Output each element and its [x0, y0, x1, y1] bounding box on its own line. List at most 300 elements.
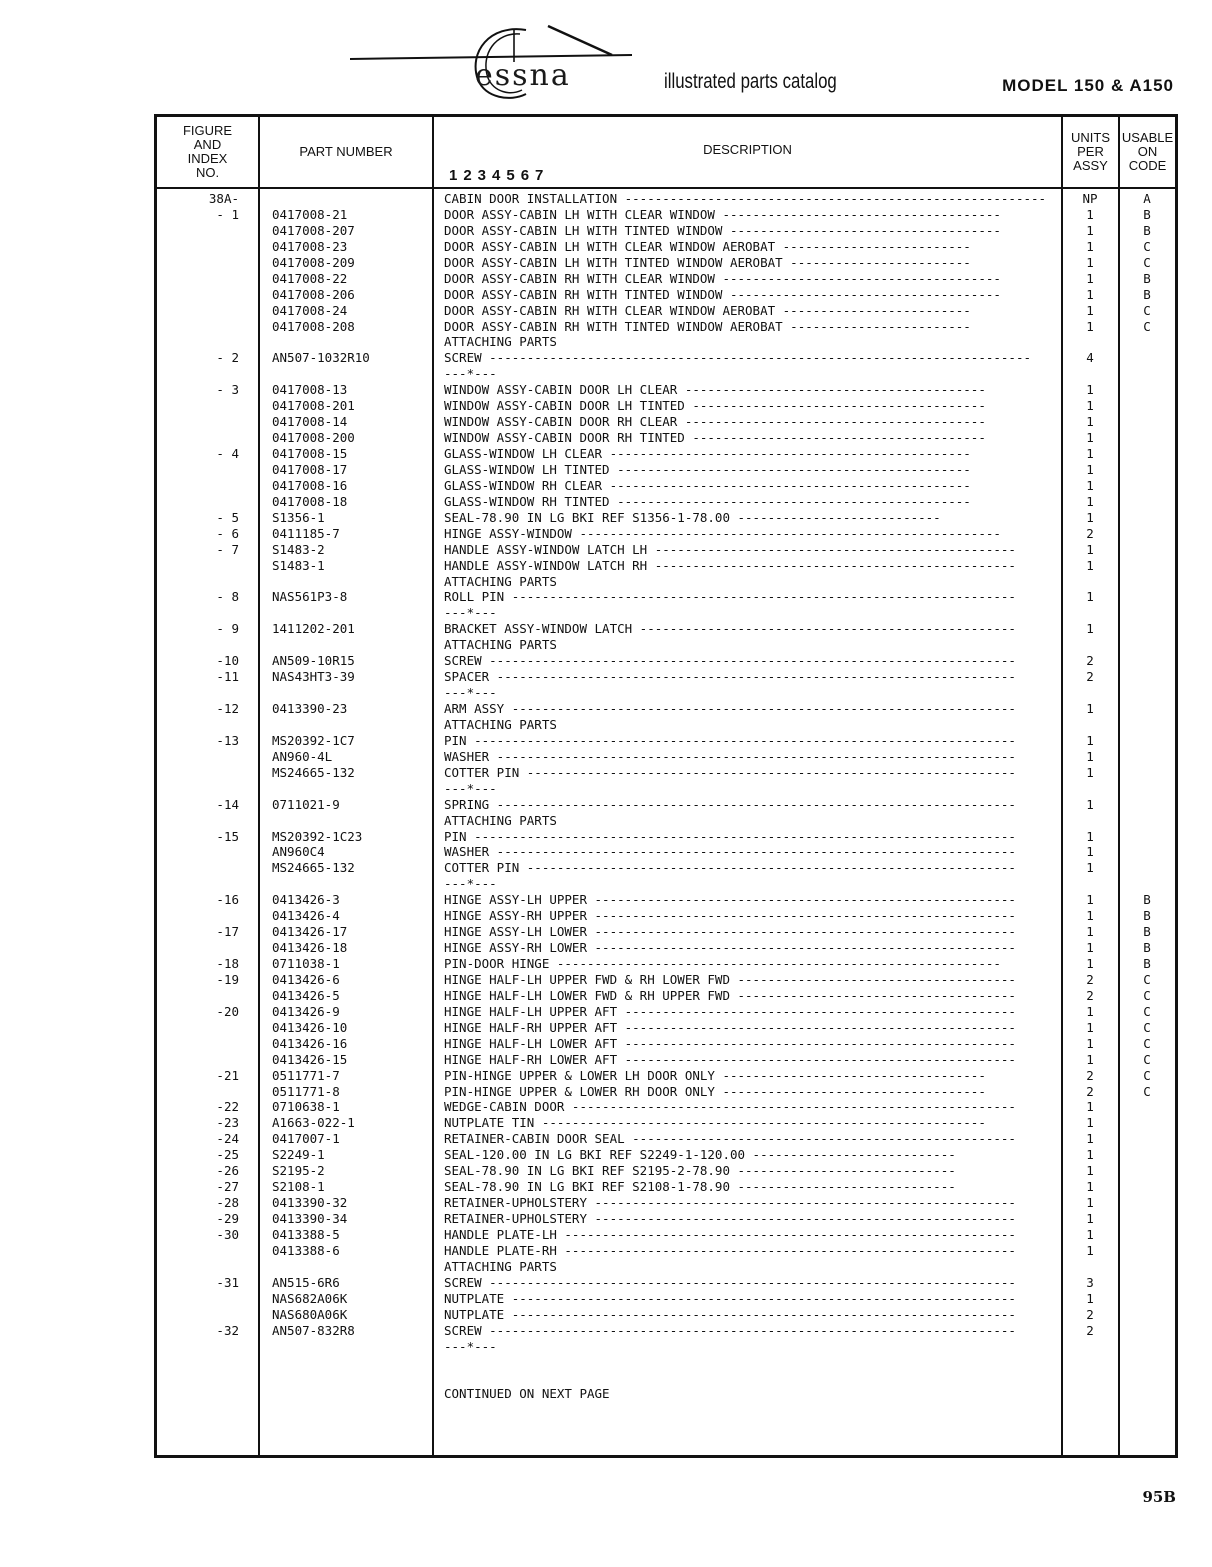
units-cell: 1 — [1086, 956, 1094, 971]
table-row — [157, 829, 1175, 845]
table-row — [157, 542, 1175, 558]
figure-index-cell: -14 — [216, 796, 239, 812]
usable-code-cell: C — [1143, 971, 1151, 987]
usable-code-cell: B — [1143, 286, 1151, 302]
table-row — [157, 813, 1175, 829]
units-cell: 2 — [1086, 525, 1094, 541]
part-number-cell: NAS43HT3-39 — [272, 669, 355, 685]
units-cell: 1 — [1086, 621, 1094, 637]
figure-index-cell: - 2 — [216, 350, 239, 366]
units-cell: 1 — [1086, 1242, 1094, 1258]
part-number-cell: 0413426-10 — [272, 1019, 348, 1035]
usable-code-cell: B — [1143, 924, 1151, 940]
figure-index-cell: - 9 — [216, 621, 239, 637]
units-cell: 1 — [1086, 493, 1094, 509]
part-number-cell: 0417008-206 — [272, 286, 355, 302]
table-row — [157, 223, 1175, 239]
part-number-cell: S1483-1 — [272, 557, 325, 573]
units-cell: 3 — [1086, 1274, 1094, 1290]
part-number-cell: 0417008-23 — [272, 238, 348, 254]
part-number-cell: NAS680A06K — [272, 1306, 348, 1322]
part-number-cell: 0413426-5 — [272, 987, 340, 1003]
units-cell: 1 — [1086, 764, 1094, 780]
table-row — [157, 1068, 1175, 1084]
description-cell: ATTACHING PARTS — [444, 812, 557, 828]
figure-index-cell: -27 — [216, 1179, 239, 1195]
units-cell: 1 — [1086, 1051, 1094, 1067]
figure-index-cell: -22 — [216, 1099, 239, 1115]
table-row — [157, 382, 1175, 398]
table-row — [157, 717, 1175, 733]
header-figure-index: FIGURE AND INDEX NO. — [182, 123, 233, 180]
description-cell: RETAINER-UPHOLSTERY -------------------------------------------------------- — [444, 1211, 1016, 1226]
units-cell: 2 — [1086, 987, 1094, 1003]
usable-code-cell: B — [1143, 892, 1151, 908]
table-row — [157, 1370, 1175, 1386]
description-cell: DOOR ASSY-CABIN RH WITH CLEAR WINDOW ------------------------------------- — [444, 270, 1001, 286]
description-cell: WINDOW ASSY-CABIN DOOR RH TINTED --------------------------------------- — [444, 430, 986, 446]
part-number-cell: MS24665-132 — [272, 860, 355, 876]
part-number-cell: 0417008-208 — [272, 318, 355, 334]
usable-code-cell: C — [1143, 318, 1151, 334]
part-number-cell: 0413426-3 — [272, 892, 340, 908]
figure-index-cell: -11 — [216, 669, 239, 685]
description-cell: DOOR ASSY-CABIN LH WITH CLEAR WINDOW AEROBAT ------------------------- — [444, 238, 971, 254]
description-cell: ATTACHING PARTS — [444, 1258, 557, 1274]
units-cell: 1 — [1086, 509, 1094, 525]
table-row — [157, 414, 1175, 430]
description-cell: HINGE HALF-LH LOWER FWD & RH UPPER FWD ------------------------------------- — [444, 987, 1016, 1003]
figure-index-cell: -21 — [216, 1067, 239, 1083]
description-cell: CONTINUED ON NEXT PAGE — [444, 1386, 610, 1402]
part-number-cell: 0413390-23 — [272, 701, 348, 716]
part-number-cell: 0413426-6 — [272, 971, 340, 987]
units-cell: 1 — [1086, 238, 1094, 254]
table-row — [157, 1115, 1175, 1131]
figure-index-cell: -18 — [216, 956, 239, 971]
table-row — [157, 844, 1175, 860]
units-cell: 1 — [1086, 701, 1094, 716]
usable-code-cell: B — [1143, 908, 1151, 924]
header-units: UNITS PER ASSY — [1071, 130, 1110, 173]
figure-index-cell: 38A- — [208, 191, 239, 206]
description-cell: HINGE ASSY-LH UPPER -------------------------------------------------------- — [444, 892, 1016, 908]
figure-index-cell: -32 — [216, 1322, 239, 1338]
description-cell: DOOR ASSY-CABIN RH WITH TINTED WINDOW AEROBAT ------------------------ — [444, 318, 971, 334]
part-number-cell: S2195-2 — [272, 1163, 325, 1179]
table-row — [157, 653, 1175, 669]
units-cell: 1 — [1086, 924, 1094, 940]
table-row — [157, 1243, 1175, 1259]
table-row — [157, 303, 1175, 319]
description-cell: WINDOW ASSY-CABIN DOOR RH CLEAR ---------------------------------------- — [444, 414, 986, 430]
part-number-cell: S1483-2 — [272, 541, 325, 557]
units-cell: 1 — [1086, 844, 1094, 860]
description-cell: HINGE ASSY-RH LOWER -------------------------------------------------------- — [444, 940, 1016, 956]
part-number-cell: MS20392-1C23 — [272, 828, 363, 844]
description-cell: BRACKET ASSY-WINDOW LATCH -------------------------------------------------- — [444, 621, 1016, 637]
units-cell: 1 — [1086, 732, 1094, 748]
usable-code-cell: B — [1143, 270, 1151, 286]
description-cell: GLASS-WINDOW RH CLEAR ------------------------------------------------ — [444, 477, 971, 493]
table-row — [157, 1323, 1175, 1339]
description-cell: DOOR ASSY-CABIN LH WITH TINTED WINDOW AEROBAT ------------------------ — [444, 254, 971, 270]
part-number-cell: 0417008-24 — [272, 302, 348, 318]
description-cell: PIN-HINGE UPPER & LOWER RH DOOR ONLY ----------------------------------- — [444, 1083, 986, 1099]
figure-index-cell: -13 — [216, 732, 239, 748]
part-number-cell: NAS561P3-8 — [272, 589, 348, 605]
table-row — [157, 589, 1175, 605]
description-cell: HINGE ASSY-LH LOWER -------------------------------------------------------- — [444, 924, 1016, 940]
units-cell: 1 — [1086, 270, 1094, 286]
usable-code-cell: C — [1143, 1035, 1151, 1051]
description-cell: GLASS-WINDOW RH TINTED ----------------------------------------------- — [444, 493, 971, 509]
description-cell: DOOR ASSY-CABIN RH WITH CLEAR WINDOW AEROBAT ------------------------- — [444, 302, 971, 318]
description-cell: WINDOW ASSY-CABIN DOOR LH CLEAR ---------------------------------------- — [444, 382, 986, 398]
units-cell: 1 — [1086, 796, 1094, 812]
units-cell: 1 — [1086, 1099, 1094, 1115]
units-cell: 1 — [1086, 1226, 1094, 1242]
table-row — [157, 1052, 1175, 1068]
units-cell: 1 — [1086, 398, 1094, 414]
description-cell: RETAINER-CABIN DOOR SEAL --------------------------------------------------- — [444, 1131, 1016, 1147]
table-row — [157, 1386, 1175, 1402]
description-cell: SEAL-78.90 IN LG BKI REF S1356-1-78.00 --------------------------- — [444, 509, 941, 525]
part-number-cell: 0413426-16 — [272, 1035, 348, 1051]
description-cell: WASHER --------------------------------------------------------------------- — [444, 748, 1016, 764]
units-cell: 1 — [1086, 382, 1094, 398]
description-cell: HINGE HALF-LH UPPER AFT ---------------------------------------------------- — [444, 1003, 1016, 1019]
table-row — [157, 1179, 1175, 1195]
table-row — [157, 1227, 1175, 1243]
usable-code-cell: C — [1143, 1051, 1151, 1067]
usable-code-cell: C — [1143, 1003, 1151, 1019]
table-row — [157, 1004, 1175, 1020]
units-cell: 1 — [1086, 446, 1094, 461]
units-cell: 2 — [1086, 971, 1094, 987]
header-part-number: PART NUMBER — [299, 144, 393, 159]
table-row — [157, 494, 1175, 510]
page-header — [0, 0, 1212, 112]
usable-code-cell: C — [1143, 238, 1151, 254]
units-cell: 2 — [1086, 1067, 1094, 1083]
part-number-cell: 0413390-32 — [272, 1195, 348, 1211]
part-number-cell: 0711021-9 — [272, 796, 340, 812]
description-cell: NUTPLATE TIN ----------------------------------------------------------- — [444, 1115, 986, 1131]
description-cell: ---*--- — [444, 685, 497, 701]
units-cell: 1 — [1086, 541, 1094, 557]
figure-index-cell: -17 — [216, 924, 239, 940]
units-cell: 1 — [1086, 1195, 1094, 1211]
units-cell: 2 — [1086, 1306, 1094, 1322]
table-row — [157, 271, 1175, 287]
figure-index-cell: -30 — [216, 1226, 239, 1242]
table-row — [157, 350, 1175, 366]
units-cell: 1 — [1086, 908, 1094, 924]
description-cell: ---*--- — [444, 780, 497, 796]
table-row — [157, 1020, 1175, 1036]
table-row — [157, 940, 1175, 956]
part-number-cell: 0417008-16 — [272, 477, 348, 493]
figure-index-cell: -25 — [216, 1147, 239, 1163]
description-cell: ARM ASSY ------------------------------------------------------------------- — [444, 701, 1016, 716]
part-number-cell: 0417008-17 — [272, 461, 348, 477]
part-number-cell: 0413388-5 — [272, 1226, 340, 1242]
figure-index-cell: -20 — [216, 1003, 239, 1019]
model-title: MODEL 150 & A150 — [1002, 76, 1174, 95]
description-cell: HINGE ASSY-WINDOW -------------------------------------------------------- — [444, 525, 1001, 541]
units-cell: 1 — [1086, 1131, 1094, 1147]
header-description: DESCRIPTION — [703, 142, 792, 157]
table-row — [157, 430, 1175, 446]
table-row — [157, 637, 1175, 653]
figure-index-cell: -24 — [216, 1131, 239, 1147]
part-number-cell: 0413426-4 — [272, 908, 340, 924]
figure-index-cell: -12 — [216, 701, 239, 716]
table-row — [157, 1195, 1175, 1211]
units-cell: 1 — [1086, 477, 1094, 493]
description-cell: HANDLE PLATE-RH ------------------------------------------------------------ — [444, 1242, 1016, 1258]
units-cell: 1 — [1086, 1211, 1094, 1226]
units-cell: 1 — [1086, 557, 1094, 573]
units-cell: 2 — [1086, 1322, 1094, 1338]
description-cell: SCREW ---------------------------------------------------------------------- — [444, 1322, 1016, 1338]
description-cell: GLASS-WINDOW LH TINTED ----------------------------------------------- — [444, 461, 971, 477]
table-row — [157, 1291, 1175, 1307]
usable-code-cell: B — [1143, 956, 1151, 971]
part-number-cell: AN507-1032R10 — [272, 350, 370, 366]
table-row — [157, 908, 1175, 924]
units-cell: NP — [1082, 191, 1098, 206]
description-cell: DOOR ASSY-CABIN RH WITH TINTED WINDOW ------------------------------------ — [444, 286, 1001, 302]
table-row — [157, 621, 1175, 637]
figure-index-cell: -16 — [216, 892, 239, 908]
description-cell: NUTPLATE ------------------------------------------------------------------- — [444, 1290, 1016, 1306]
part-number-cell: S2249-1 — [272, 1147, 325, 1163]
part-number-cell: 0413426-18 — [272, 940, 348, 956]
description-cell: PIN ------------------------------------------------------------------------ — [444, 828, 1016, 844]
figure-index-cell: -29 — [216, 1211, 239, 1226]
description-cell: PIN-DOOR HINGE ----------------------------------------------------------- — [444, 956, 1001, 971]
description-cell: ---*--- — [444, 366, 497, 382]
part-number-cell: AN960-4L — [272, 748, 333, 764]
table-row — [157, 1131, 1175, 1147]
table-row — [157, 1211, 1175, 1227]
part-number-cell: S2108-1 — [272, 1179, 325, 1195]
usable-code-cell: C — [1143, 1067, 1151, 1083]
units-cell: 2 — [1086, 669, 1094, 685]
part-number-cell: 0417008-209 — [272, 254, 355, 270]
part-number-cell: 0710638-1 — [272, 1099, 340, 1115]
description-cell: WASHER --------------------------------------------------------------------- — [444, 844, 1016, 860]
description-cell: COTTER PIN ----------------------------------------------------------------- — [444, 764, 1016, 780]
table-row — [157, 558, 1175, 574]
description-cell: GLASS-WINDOW LH CLEAR ------------------------------------------------ — [444, 446, 971, 461]
description-cell: WINDOW ASSY-CABIN DOOR LH TINTED --------------------------------------- — [444, 398, 986, 414]
description-cell: SCREW ---------------------------------------------------------------------- — [444, 1274, 1016, 1290]
table-row — [157, 1084, 1175, 1100]
description-cell: HINGE HALF-RH LOWER AFT ---------------------------------------------------- — [444, 1051, 1016, 1067]
part-number-cell: 0417008-15 — [272, 446, 348, 461]
figure-index-cell: - 5 — [216, 509, 239, 525]
description-cell: ---*--- — [444, 1338, 497, 1354]
figure-index-cell: -10 — [216, 653, 239, 669]
part-number-cell: AN509-10R15 — [272, 653, 355, 669]
table-row — [157, 1275, 1175, 1291]
description-cell: COTTER PIN ----------------------------------------------------------------- — [444, 860, 1016, 876]
units-cell: 4 — [1086, 350, 1094, 366]
table-row — [157, 781, 1175, 797]
units-cell: 1 — [1086, 318, 1094, 334]
units-cell: 1 — [1086, 748, 1094, 764]
table-row — [157, 1147, 1175, 1163]
parts-rows — [157, 191, 1175, 1402]
description-cell: PIN-HINGE UPPER & LOWER LH DOOR ONLY ----------------------------------- — [444, 1067, 986, 1083]
table-row — [157, 1036, 1175, 1052]
table-row — [157, 207, 1175, 223]
indent-scale: 1234567 — [449, 167, 550, 184]
table-row — [157, 1099, 1175, 1115]
description-cell: CABIN DOOR INSTALLATION -------------------------------------------------------- — [444, 191, 1047, 206]
part-number-cell: 0417008-22 — [272, 270, 348, 286]
description-cell: HINGE HALF-RH UPPER AFT ---------------------------------------------------- — [444, 1019, 1016, 1035]
description-cell: SCREW ---------------------------------------------------------------------- — [444, 653, 1016, 669]
table-row — [157, 988, 1175, 1004]
description-cell: ATTACHING PARTS — [444, 334, 557, 350]
description-cell: ---*--- — [444, 876, 497, 892]
description-cell: HINGE ASSY-RH UPPER -------------------------------------------------------- — [444, 908, 1016, 924]
part-number-cell: AN507-832R8 — [272, 1322, 355, 1338]
units-cell: 1 — [1086, 414, 1094, 430]
description-cell: SEAL-120.00 IN LG BKI REF S2249-1-120.00 --------------------------- — [444, 1147, 956, 1163]
part-number-cell: 0413426-15 — [272, 1051, 348, 1067]
description-cell: HINGE HALF-LH LOWER AFT ---------------------------------------------------- — [444, 1035, 1016, 1051]
table-row — [157, 287, 1175, 303]
table-row — [157, 956, 1175, 972]
part-number-cell: S1356-1 — [272, 509, 325, 525]
usable-code-cell: A — [1143, 191, 1151, 206]
part-number-cell: 0511771-8 — [272, 1083, 340, 1099]
description-cell: NUTPLATE ------------------------------------------------------------------- — [444, 1306, 1016, 1322]
units-cell: 1 — [1086, 206, 1094, 222]
units-cell: 1 — [1086, 1179, 1094, 1195]
part-number-cell: MS20392-1C7 — [272, 732, 355, 748]
usable-code-cell: B — [1143, 206, 1151, 222]
table-row — [157, 255, 1175, 271]
units-cell: 1 — [1086, 222, 1094, 238]
part-number-cell: 0417008-21 — [272, 206, 348, 222]
table-row — [157, 892, 1175, 908]
part-number-cell: 0417008-13 — [272, 382, 348, 398]
table-row — [157, 749, 1175, 765]
units-cell: 1 — [1086, 430, 1094, 446]
table-row — [157, 1259, 1175, 1275]
part-number-cell: 0417008-201 — [272, 398, 355, 414]
table-row — [157, 924, 1175, 940]
part-number-cell: 0417008-18 — [272, 493, 348, 509]
figure-index-cell: - 4 — [216, 446, 239, 461]
units-cell: 1 — [1086, 589, 1094, 605]
description-cell: ATTACHING PARTS — [444, 716, 557, 732]
table-row — [157, 701, 1175, 717]
table-row — [157, 446, 1175, 462]
figure-index-cell: - 6 — [216, 525, 239, 541]
units-cell: 1 — [1086, 1147, 1094, 1163]
table-row — [157, 334, 1175, 350]
table-row — [157, 574, 1175, 590]
part-number-cell: AN515-6R6 — [272, 1274, 340, 1290]
description-cell: HANDLE ASSY-WINDOW LATCH RH ------------------------------------------------ — [444, 557, 1016, 573]
table-row — [157, 876, 1175, 892]
units-cell: 1 — [1086, 286, 1094, 302]
figure-index-cell: -19 — [216, 971, 239, 987]
figure-index-cell: -26 — [216, 1163, 239, 1179]
table-row — [157, 669, 1175, 685]
table-row — [157, 605, 1175, 621]
units-cell: 1 — [1086, 892, 1094, 908]
units-cell: 1 — [1086, 860, 1094, 876]
description-cell: SPRING --------------------------------------------------------------------- — [444, 796, 1016, 812]
part-number-cell: 0417008-200 — [272, 430, 355, 446]
description-cell: SEAL-78.90 IN LG BKI REF S2108-1-78.90 ----------------------------- — [444, 1179, 956, 1195]
table-row — [157, 733, 1175, 749]
figure-index-cell: -15 — [216, 828, 239, 844]
units-cell: 1 — [1086, 1115, 1094, 1131]
table-row — [157, 462, 1175, 478]
figure-index-cell: -23 — [216, 1115, 239, 1131]
table-row — [157, 860, 1175, 876]
part-number-cell: 0413426-17 — [272, 924, 348, 940]
units-cell: 1 — [1086, 254, 1094, 270]
description-cell: ATTACHING PARTS — [444, 573, 557, 589]
table-row — [157, 398, 1175, 414]
units-cell: 1 — [1086, 1035, 1094, 1051]
table-row — [157, 972, 1175, 988]
table-row — [157, 366, 1175, 382]
units-cell: 1 — [1086, 1003, 1094, 1019]
table-row — [157, 478, 1175, 494]
catalog-title: illustrated parts catalog — [664, 70, 837, 93]
part-number-cell: 0417008-14 — [272, 414, 348, 430]
part-number-cell: NAS682A06K — [272, 1290, 348, 1306]
part-number-cell: 0417007-1 — [272, 1131, 340, 1147]
table-row — [157, 1354, 1175, 1370]
figure-index-cell: - 7 — [216, 541, 239, 557]
units-cell: 1 — [1086, 940, 1094, 956]
usable-code-cell: C — [1143, 302, 1151, 318]
figure-index-cell: - 3 — [216, 382, 239, 398]
description-cell: PIN ------------------------------------------------------------------------ — [444, 732, 1016, 748]
brand-wordmark-tail: essna — [475, 58, 571, 93]
usable-code-cell: C — [1143, 1019, 1151, 1035]
units-cell: 1 — [1086, 1163, 1094, 1179]
table-row — [157, 319, 1175, 335]
table-row — [157, 526, 1175, 542]
part-number-cell: 0413390-34 — [272, 1211, 348, 1226]
description-cell: DOOR ASSY-CABIN LH WITH CLEAR WINDOW ------------------------------------- — [444, 206, 1001, 222]
units-cell: 1 — [1086, 1290, 1094, 1306]
usable-code-cell: C — [1143, 1083, 1151, 1099]
page-number: 95B — [1142, 1488, 1176, 1506]
table-row — [157, 797, 1175, 813]
description-cell: HINGE HALF-LH UPPER FWD & RH LOWER FWD ------------------------------------- — [444, 971, 1016, 987]
description-cell: WEDGE-CABIN DOOR ----------------------------------------------------------- — [444, 1099, 1016, 1115]
description-cell: ROLL PIN ------------------------------------------------------------------- — [444, 589, 1016, 605]
usable-code-cell: C — [1143, 987, 1151, 1003]
description-cell: SEAL-78.90 IN LG BKI REF S2195-2-78.90 ----------------------------- — [444, 1163, 956, 1179]
units-cell: 2 — [1086, 653, 1094, 669]
table-row — [157, 1339, 1175, 1355]
